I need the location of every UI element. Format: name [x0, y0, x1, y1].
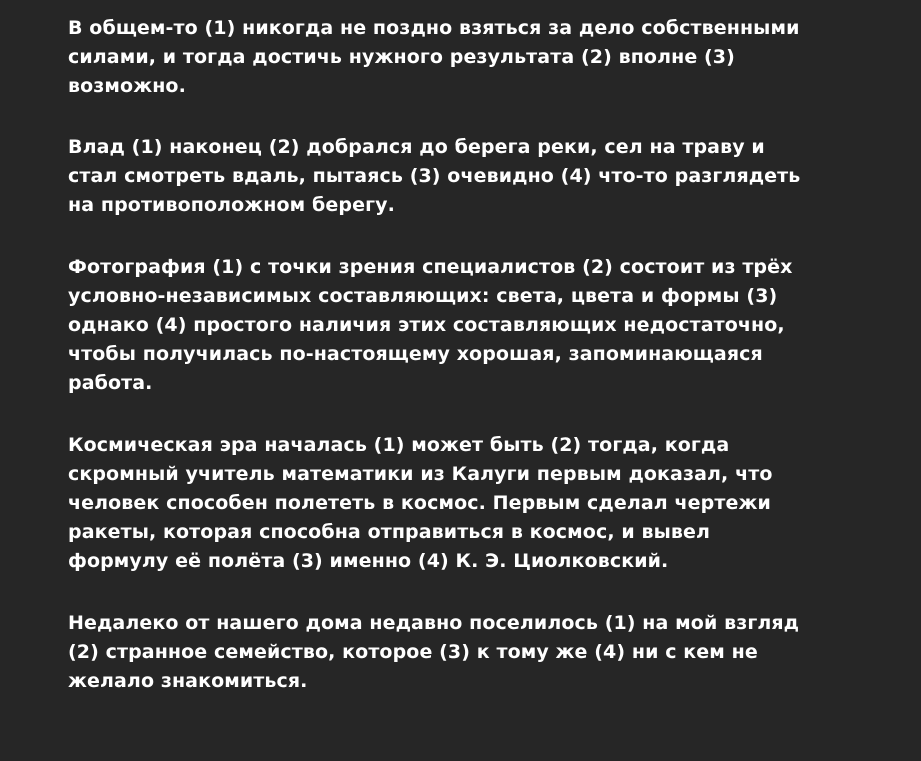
paragraph-line: на противоположном берегу. [68, 194, 395, 216]
paragraph-4 [68, 431, 868, 576]
paragraph-line: желало знакомиться. [68, 670, 308, 692]
paragraph-line: возможно. [68, 75, 186, 97]
paragraph-3 [68, 253, 868, 398]
paragraph-line: стал смотреть вдаль, пытаясь (3) очевидно (4) что-то разглядеть [68, 165, 801, 187]
paragraph-line: Влад (1) наконец (2) добрался до берега реки, сел на траву и [68, 136, 765, 158]
paragraph-line: ракеты, которая способна отправиться в космос, и вывел [68, 521, 711, 543]
paragraph-line: однако (4) простого наличия этих составляющих недостаточно, [68, 314, 785, 336]
paragraph-line: (2) странное семейство, которое (3) к тому же (4) ни с кем не [68, 641, 758, 663]
paragraph-line: работа. [68, 372, 153, 394]
paragraph-5 [68, 609, 868, 696]
paragraph-line: условно-независимых составляющих: света, цвета и формы (3) [68, 285, 778, 307]
paragraph-line: Недалеко от нашего дома недавно поселилось (1) на мой взгляд [68, 612, 800, 634]
paragraph-line: В общем-то (1) никогда не поздно взяться за дело собственными [68, 17, 800, 39]
paragraph-line: скромный учитель математики из Калуги первым доказал, что [68, 463, 773, 485]
paragraph-2 [68, 133, 868, 220]
paragraph-line: Космическая эра началась (1) может быть (2) тогда, когда [68, 434, 730, 456]
paragraph-1 [68, 14, 868, 101]
paragraph-line: чтобы получилась по-настоящему хорошая, запоминающаяся [68, 343, 763, 365]
paragraph-line: силами, и тогда достичь нужного результата (2) вполне (3) [68, 46, 735, 68]
document-body [68, 14, 868, 696]
paragraph-line: Фотография (1) с точки зрения специалистов (2) состоит из трёх [68, 256, 793, 278]
paragraph-line: человек способен полететь в космос. Первым сделал чертежи [68, 492, 771, 514]
paragraph-line: формулу её полёта (3) именно (4) К. Э. Циолковский. [68, 550, 669, 572]
